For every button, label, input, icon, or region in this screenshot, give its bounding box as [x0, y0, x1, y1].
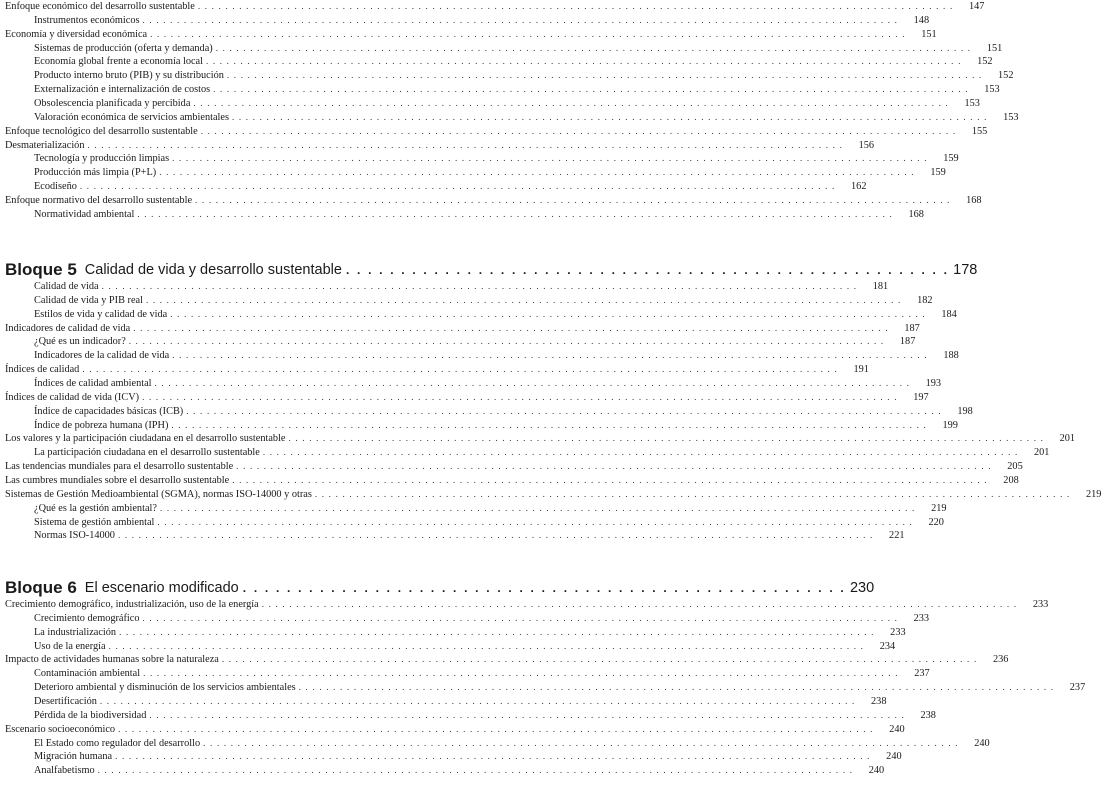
entry-title: Índice de pobreza humana (IPH) — [34, 419, 169, 431]
toc-subentry[interactable] — [0, 69, 1014, 82]
toc-entry[interactable] — [0, 474, 1019, 487]
entry-title: ¿Qué es la gestión ambiental? — [34, 502, 157, 514]
page-number: 233 — [1032, 599, 1049, 610]
dot-leader: . . . . . . . . . . . . . . . . . . . . . . . . . . . . . . . . . . . . . . . . . . . . . . . . . . . . . . . . . . . . . . . . . . . . . . . . . . . . . . . . . . . . . . . . . . . . . . . . . . . . . . . . . . . . . . — [288, 433, 1045, 444]
page-number: 159 — [930, 167, 946, 179]
dot-leader: . . . . . . . . . . . . . . . . . . . . . . . . . . . . . . . . . . . . . . . . . . . . . . . . . . . . . . . . . . . . . . . . . . . . . . . . . . . . . . . . . . . . . . . . . . . . . . . . . . . . . . . . . . . . . . — [79, 181, 836, 191]
page-number: 153 — [984, 84, 1000, 96]
dot-leader: . . . . . . . . . . . . . . . . . . . . . . . . . . . . . . . . . . . . . . . . . . . . . . . . . . . . . . . . . . . . . . . . . . . . . . . . . . . . . . . . . . . . . . . . . . . . . . . . . . . . . . . . . . . . . . — [213, 84, 969, 95]
dot-leader: . . . . . . . . . . . . . . . . . . . . . . . . . . . . . . . . . . . . . . . . . . . . . . . . . . . . . . . . . . . . . . . . . . . . . . . . . . . . . . . . . . . . . . . . . . . . . . . . . . . . . . . . . . . . . . — [87, 139, 844, 150]
entry-title: Obsolescencia planificada y percibida — [34, 98, 191, 109]
dot-leader: . . . . . . . . . . . . . . . . . . . . . . . . . . . . . . . . . . . . . . . . . . . . . . . . . . . . . . . . . . . . . . . . . . . . . . . . . . . . . . . . . . . . . . . . . . . . . . . . . . . . . . . . . . . . . . — [118, 723, 874, 734]
toc-entry[interactable] — [0, 139, 875, 152]
page-number: 240 — [889, 723, 905, 735]
page-number: 184 — [941, 308, 957, 320]
dot-leader: . . . . . . . . . . . . . . . . . . . . . . . . . . . . . . . . . . . . . . . . . . . . . . . . . . . . . . . . . . . . . . . . . . . . . . . . . . . . . . . . . . . . . . . . . . . . . . . . . . . . . . . . . . . . . . — [172, 153, 928, 164]
entry-title: Enfoque económico del desarrollo sustentable — [5, 1, 195, 12]
toc-subentry[interactable] — [0, 667, 930, 680]
page-number: 148 — [913, 14, 930, 26]
toc-entry[interactable] — [0, 432, 1076, 445]
entry-title: ¿Qué es un indicador? — [34, 336, 126, 348]
page-number: 198 — [957, 405, 973, 417]
bloque-page-number: 230 — [849, 580, 875, 596]
bloque-title: El escenario modificado — [84, 580, 239, 596]
page-number: 155 — [971, 125, 988, 137]
toc-subentry[interactable] — [0, 516, 944, 529]
toc-subentry[interactable] — [0, 612, 930, 625]
toc-entry[interactable] — [0, 194, 982, 207]
page-number: 219 — [1085, 488, 1102, 500]
page-number: 187 — [904, 322, 920, 334]
toc-subentry[interactable] — [0, 111, 1019, 124]
entry-title: Normas ISO-14000 — [34, 530, 115, 542]
entry-title: Instrumentos económicos — [34, 14, 140, 26]
entry-title: Migración humana — [34, 751, 113, 763]
entry-title: Indicadores de la calidad de vida — [34, 350, 170, 362]
dot-leader: . . . . . . . . . . . . . . . . . . . . . . . . . . . . . . . . . . . . . . . . . . . . . . . . . . . . . . . . . . . . . . . . . . . . . . . . . . . . . . . . . . . . . . . . . . . . . . . . . . . . . . . . . . . . . . — [97, 765, 854, 776]
page-number: 197 — [913, 391, 929, 403]
dot-leader: . . . . . . . . . . . . . . . . . . . . . . . . . . . . . . . . . . . . . . . . . . . . . . . . . . . . . . . . . . . . . . . . . . . . . . . . . . . . . . . . . . . . . . . . . . . . . . . . . . . . . . . . . . . . . . — [82, 364, 838, 375]
entry-title: Los valores y la participación ciudadana en el desarrollo sustentable — [5, 433, 286, 445]
toc-subentry[interactable] — [0, 152, 959, 165]
dot-leader: . . . . . . . . . . . . . . . . . . . . . . . . . . . . . . . . . . . . . . . . . . . . . . . . . . . . . . . . . . . . . . . . . . . . . . . . . . . . . . . . . . . . . . . . . . . . . . . . . . . . . . . . . . . . . . — [171, 419, 927, 430]
toc-subentry[interactable] — [0, 764, 885, 777]
page-number: 187 — [899, 336, 916, 348]
dot-leader: . . . . . . . . . . . . . . . . . . . . . . . . . . . . . . . . . . . . . . . . . . . . . . . . . . . . . . . . . . . . . . . . . . . . . . . . . . . . . . . . . . . . . . . . . . . . . . . . . . . . . . . . . . . . . . — [101, 281, 858, 291]
page-number: 153 — [964, 98, 980, 109]
entry-title: Economía y diversidad económica — [5, 28, 148, 40]
dot-leader: . . . . . . . . . . . . . . . . . . . . . . . . . . . . . . . . . . . . . . . . . . . . . . . . . . . . . . . . . . . . . . . . . . . . . . . . . . . . . . . . . . . . . . . . . . . . . . . . . . . . . . . . . . . . . . — [186, 405, 942, 416]
entry-title: Desmaterialización — [5, 139, 85, 151]
dot-leader: . . . . . . . . . . . . . . . . . . . . . . . . . . . . . . . . . . . . . . . . . . . . . . . . . . . . . . . . . . . . . . . . . . . . . . . . . . . . . . . . . . . . . . . . . . . . . . . . . . . . . . . . . . . . . . — [128, 336, 885, 347]
dot-leader: . . . . . . . . . . . . . . . . . . . . . . . . . . . . . . . . . . . . . . . . . . . . . . . . . . . . . . . — [242, 581, 846, 595]
page-number: 201 — [1059, 433, 1076, 445]
bloque-label: Bloque 5 — [5, 260, 77, 279]
toc-entry[interactable] — [0, 322, 920, 335]
page-number: 168 — [908, 208, 924, 220]
dot-leader: . . . . . . . . . . . . . . . . . . . . . . . . . . . . . . . . . . . . . . . . . . . . . . . . . . . . . . . . . . . . . . . . . . . . . . . . . . . . . . . . . . . . . . . . . . . . . . . . . . . . . . . . . . . . . . — [108, 640, 865, 651]
entry-title: Desertificación — [34, 696, 97, 707]
toc-subentry[interactable] — [0, 419, 958, 432]
dot-leader: . . . . . . . . . . . . . . . . . . . . . . . . . . . . . . . . . . . . . . . . . . . . . . . . . . . . . . . . . . . . . . . . . . . . . . . . . . . . . . . . . . . . . . . . . . . . . . . . . . . . . . . . . . . . . . — [203, 737, 959, 748]
dot-leader: . . . . . . . . . . . . . . . . . . . . . . . . . . . . . . . . . . . . . . . . . . . . . . . . . . . . . . . . . . . . . . . . . . . . . . . . . . . . . . . . . . . . . . . . . . . . . . . . . . . . . . . . . . . . . . — [221, 654, 978, 665]
toc-entry[interactable] — [0, 460, 1023, 473]
entry-title: Las cumbres mundiales sobre el desarrollo sustentable — [5, 474, 230, 486]
dot-leader: . . . . . . . . . . . . . . . . . . . . . . . . . . . . . . . . . . . . . . . . . . . . . . . . . . . . . . . — [345, 263, 950, 277]
entry-title: Impacto de actividades humanas sobre la naturaleza — [5, 654, 219, 666]
entry-title: Sistema de gestión ambiental — [34, 516, 155, 528]
page-number: 181 — [872, 281, 889, 292]
toc-subentry[interactable] — [0, 640, 896, 653]
toc-entry[interactable] — [0, 598, 1049, 611]
bloque-page-number: 178 — [953, 262, 978, 278]
dot-leader: . . . . . . . . . . . . . . . . . . . . . . . . . . . . . . . . . . . . . . . . . . . . . . . . . . . . . . . . . . . . . . . . . . . . . . . . . . . . . . . . . . . . . . . . . . . . . . . . . . . . . . . . . . . . . . — [232, 111, 988, 122]
toc-entry[interactable] — [0, 363, 869, 376]
page-number: 240 — [868, 765, 885, 777]
entry-title: Sistemas de producción (oferta y demanda) — [34, 42, 213, 54]
toc-subentry[interactable] — [0, 294, 933, 307]
entry-title: Pérdida de la biodiversidad — [34, 709, 147, 721]
dot-leader: . . . . . . . . . . . . . . . . . . . . . . . . . . . . . . . . . . . . . . . . . . . . . . . . . . . . . . . . . . . . . . . . . . . . . . . . . . . . . . . . . . . . . . . . . . . . . . . . . . . . . . . . . . . . . . — [298, 682, 1055, 693]
dot-leader: . . . . . . . . . . . . . . . . . . . . . . . . . . . . . . . . . . . . . . . . . . . . . . . . . . . . . . . . . . . . . . . . . . . . . . . . . . . . . . . . . . . . . . . . . . . . . . . . . . . . . . . . . . . . . . — [236, 461, 992, 471]
page-number: 191 — [853, 364, 869, 376]
dot-leader: . . . . . . . . . . . . . . . . . . . . . . . . . . . . . . . . . . . . . . . . . . . . . . . . . . . . . . . . . . . . . . . . . . . . . . . . . . . . . . . . . . . . . . . . . . . . . . . . . . . . . . . . . . . . . . — [154, 377, 911, 388]
toc-subentry[interactable] — [0, 97, 980, 110]
toc-entry[interactable] — [0, 28, 937, 41]
page-number: 233 — [890, 626, 906, 638]
bloque-heading[interactable] — [0, 260, 978, 280]
toc-subentry[interactable] — [0, 750, 902, 763]
toc-subentry[interactable] — [0, 308, 957, 321]
page-number: 233 — [913, 612, 930, 624]
toc-entry[interactable] — [0, 723, 905, 736]
toc-subentry[interactable] — [0, 626, 906, 639]
entry-title: Índices de calidad de vida (ICV) — [5, 391, 140, 403]
toc-subentry[interactable] — [0, 14, 930, 27]
dot-leader: . . . . . . . . . . . . . . . . . . . . . . . . . . . . . . . . . . . . . . . . . . . . . . . . . . . . . . . . . . . . . . . . . . . . . . . . . . . . . . . . . . . . . . . . . . . . . . . . . . . . . . . . . . . . . . — [159, 167, 915, 178]
dot-leader: . . . . . . . . . . . . . . . . . . . . . . . . . . . . . . . . . . . . . . . . . . . . . . . . . . . . . . . . . . . . . . . . . . . . . . . . . . . . . . . . . . . . . . . . . . . . . . . . . . . . . . . . . . . . . . — [149, 709, 905, 720]
page-number: 201 — [1033, 447, 1050, 459]
page-number: 151 — [921, 28, 937, 40]
toc-subentry[interactable] — [0, 335, 916, 348]
entry-title: Índices de calidad ambiental — [34, 377, 152, 389]
entry-title: Analfabetismo — [34, 765, 95, 777]
page-number: 199 — [942, 419, 958, 431]
dot-leader: . . . . . . . . . . . . . . . . . . . . . . . . . . . . . . . . . . . . . . . . . . . . . . . . . . . . . . . . . . . . . . . . . . . . . . . . . . . . . . . . . . . . . . . . . . . . . . . . . . . . . . . . . . . . . . — [200, 125, 957, 136]
entry-title: Contaminación ambiental — [34, 668, 141, 680]
dot-leader: . . . . . . . . . . . . . . . . . . . . . . . . . . . . . . . . . . . . . . . . . . . . . . . . . . . . . . . . . . . . . . . . . . . . . . . . . . . . . . . . . . . . . . . . . . . . . . . . . . . . . . . . . . . . . . — [117, 530, 874, 541]
entry-title: La industrialización — [34, 626, 117, 638]
dot-leader: . . . . . . . . . . . . . . . . . . . . . . . . . . . . . . . . . . . . . . . . . . . . . . . . . . . . . . . . . . . . . . . . . . . . . . . . . . . . . . . . . . . . . . . . . . . . . . . . . . . . . . . . . . . . . . — [150, 28, 906, 39]
toc-subentry[interactable] — [0, 695, 887, 708]
entry-title: Estilos de vida y calidad de vida — [34, 308, 168, 320]
entry-title: Economía global frente a economía local — [34, 56, 203, 68]
page-number: 156 — [858, 139, 875, 151]
page-number: 147 — [968, 1, 985, 12]
entry-title: Escenario socioeconómico — [5, 723, 116, 735]
dot-leader: . . . . . . . . . . . . . . . . . . . . . . . . . . . . . . . . . . . . . . . . . . . . . . . . . . . . . . . . . . . . . . . . . . . . . . . . . . . . . . . . . . . . . . . . . . . . . . . . . . . . . . . . . . . . . . — [226, 70, 983, 81]
dot-leader: . . . . . . . . . . . . . . . . . . . . . . . . . . . . . . . . . . . . . . . . . . . . . . . . . . . . . . . . . . . . . . . . . . . . . . . . . . . . . . . . . . . . . . . . . . . . . . . . . . . . . . . . . . . . . . — [133, 322, 889, 333]
page-number: 237 — [1069, 682, 1086, 694]
entry-title: Sistemas de Gestión Medioambiental (SGMA), normas ISO-14000 y otras — [5, 488, 312, 500]
dot-leader: . . . . . . . . . . . . . . . . . . . . . . . . . . . . . . . . . . . . . . . . . . . . . . . . . . . . . . . . . . . . . . . . . . . . . . . . . . . . . . . . . . . . . . . . . . . . . . . . . . . . . . . . . . . . . . — [137, 208, 893, 219]
bloque-title: Calidad de vida y desarrollo sustentable — [84, 262, 342, 278]
entry-title: Normatividad ambiental — [34, 208, 135, 220]
bloque-heading[interactable] — [0, 578, 875, 598]
dot-leader: . . . . . . . . . . . . . . . . . . . . . . . . . . . . . . . . . . . . . . . . . . . . . . . . . . . . . . . . . . . . . . . . . . . . . . . . . . . . . . . . . . . . . . . . . . . . . . . . . . . . . . . . . . . . . . — [99, 696, 856, 706]
dot-leader: . . . . . . . . . . . . . . . . . . . . . . . . . . . . . . . . . . . . . . . . . . . . . . . . . . . . . . . . . . . . . . . . . . . . . . . . . . . . . . . . . . . . . . . . . . . . . . . . . . . . . . . . . . . . . . — [115, 751, 871, 762]
dot-leader: . . . . . . . . . . . . . . . . . . . . . . . . . . . . . . . . . . . . . . . . . . . . . . . . . . . . . . . . . . . . . . . . . . . . . . . . . . . . . . . . . . . . . . . . . . . . . . . . . . . . . . . . . . . . . . — [143, 668, 899, 679]
dot-leader: . . . . . . . . . . . . . . . . . . . . . . . . . . . . . . . . . . . . . . . . . . . . . . . . . . . . . . . . . . . . . . . . . . . . . . . . . . . . . . . . . . . . . . . . . . . . . . . . . . . . . . . . . . . . . . — [197, 1, 954, 11]
toc-subentry[interactable] — [0, 42, 1003, 55]
entry-title: Crecimiento demográfico, industrialización, uso de la energía — [5, 599, 259, 610]
page-number: 221 — [889, 530, 905, 542]
entry-title: La participación ciudadana en el desarrollo sustentable — [34, 447, 260, 459]
page-number: 237 — [914, 668, 930, 680]
entry-title: Enfoque normativo del desarrollo sustentable — [5, 194, 193, 206]
entry-title: Tecnología y producción limpias — [34, 153, 170, 165]
dot-leader: . . . . . . . . . . . . . . . . . . . . . . . . . . . . . . . . . . . . . . . . . . . . . . . . . . . . . . . . . . . . . . . . . . . . . . . . . . . . . . . . . . . . . . . . . . . . . . . . . . . . . . . . . . . . . . — [205, 56, 962, 67]
toc-subentry[interactable] — [0, 83, 1000, 96]
entry-title: Ecodiseño — [34, 181, 77, 192]
dot-leader: . . . . . . . . . . . . . . . . . . . . . . . . . . . . . . . . . . . . . . . . . . . . . . . . . . . . . . . . . . . . . . . . . . . . . . . . . . . . . . . . . . . . . . . . . . . . . . . . . . . . . . . . . . . . . . — [119, 626, 875, 637]
dot-leader: . . . . . . . . . . . . . . . . . . . . . . . . . . . . . . . . . . . . . . . . . . . . . . . . . . . . . . . . . . . . . . . . . . . . . . . . . . . . . . . . . . . . . . . . . . . . . . . . . . . . . . . . . . . . . . — [159, 502, 916, 513]
entry-title: Valoración económica de servicios ambientales — [34, 111, 229, 123]
page-number: 182 — [917, 294, 933, 306]
page-number: 208 — [1003, 474, 1019, 486]
toc-subentry[interactable] — [0, 208, 924, 221]
toc-entry[interactable] — [0, 488, 1102, 501]
page-number: 168 — [966, 194, 982, 206]
page-number: 193 — [925, 377, 942, 389]
dot-leader: . . . . . . . . . . . . . . . . . . . . . . . . . . . . . . . . . . . . . . . . . . . . . . . . . . . . . . . . . . . . . . . . . . . . . . . . . . . . . . . . . . . . . . . . . . . . . . . . . . . . . . . . . . . . . . — [193, 98, 949, 108]
toc-subentry[interactable] — [0, 180, 867, 193]
toc-entry[interactable] — [0, 0, 985, 13]
toc-subentry[interactable] — [0, 681, 1086, 694]
page-number: 152 — [998, 70, 1014, 82]
toc-subentry[interactable] — [0, 709, 936, 722]
toc-subentry[interactable] — [0, 529, 905, 542]
page-number: 153 — [1003, 111, 1019, 123]
entry-title: Enfoque tecnológico del desarrollo sustentable — [5, 125, 198, 137]
dot-leader: . . . . . . . . . . . . . . . . . . . . . . . . . . . . . . . . . . . . . . . . . . . . . . . . . . . . . . . . . . . . . . . . . . . . . . . . . . . . . . . . . . . . . . . . . . . . . . . . . . . . . . . . . . . . . . — [142, 14, 899, 25]
page-number: 159 — [943, 153, 959, 165]
entry-title: Índices de calidad — [5, 364, 80, 376]
page-number: 151 — [986, 42, 1003, 54]
toc-subentry[interactable] — [0, 349, 959, 362]
toc-subentry[interactable] — [0, 405, 973, 418]
toc-subentry[interactable] — [0, 55, 993, 68]
dot-leader: . . . . . . . . . . . . . . . . . . . . . . . . . . . . . . . . . . . . . . . . . . . . . . . . . . . . . . . . . . . . . . . . . . . . . . . . . . . . . . . . . . . . . . . . . . . . . . . . . . . . . . . . . . . . . . — [195, 194, 951, 205]
entry-title: Calidad de vida y PIB real — [34, 294, 143, 306]
page-number: 240 — [974, 737, 990, 749]
entry-title: Las tendencias mundiales para el desarrollo sustentable — [5, 461, 234, 472]
dot-leader: . . . . . . . . . . . . . . . . . . . . . . . . . . . . . . . . . . . . . . . . . . . . . . . . . . . . . . . . . . . . . . . . . . . . . . . . . . . . . . . . . . . . . . . . . . . . . . . . . . . . . . . . . . . . . . — [157, 516, 913, 527]
page-number: 236 — [992, 654, 1009, 666]
bloque-label: Bloque 6 — [5, 578, 77, 597]
dot-leader: . . . . . . . . . . . . . . . . . . . . . . . . . . . . . . . . . . . . . . . . . . . . . . . . . . . . . . . . . . . . . . . . . . . . . . . . . . . . . . . . . . . . . . . . . . . . . . . . . . . . . . . . . . . . . . — [262, 447, 1019, 458]
page-number: 234 — [879, 640, 896, 652]
dot-leader: . . . . . . . . . . . . . . . . . . . . . . . . . . . . . . . . . . . . . . . . . . . . . . . . . . . . . . . . . . . . . . . . . . . . . . . . . . . . . . . . . . . . . . . . . . . . . . . . . . . . . . . . . . . . . . — [142, 612, 899, 623]
page-number: 205 — [1007, 461, 1023, 472]
entry-title: Índice de capacidades básicas (ICB) — [34, 405, 184, 417]
dot-leader: . . . . . . . . . . . . . . . . . . . . . . . . . . . . . . . . . . . . . . . . . . . . . . . . . . . . . . . . . . . . . . . . . . . . . . . . . . . . . . . . . . . . . . . . . . . . . . . . . . . . . . . . . . . . . . — [172, 350, 928, 361]
dot-leader: . . . . . . . . . . . . . . . . . . . . . . . . . . . . . . . . . . . . . . . . . . . . . . . . . . . . . . . . . . . . . . . . . . . . . . . . . . . . . . . . . . . . . . . . . . . . . . . . . . . . . . . . . . . . . . — [145, 294, 902, 305]
entry-title: Indicadores de calidad de vida — [5, 322, 131, 334]
dot-leader: . . . . . . . . . . . . . . . . . . . . . . . . . . . . . . . . . . . . . . . . . . . . . . . . . . . . . . . . . . . . . . . . . . . . . . . . . . . . . . . . . . . . . . . . . . . . . . . . . . . . . . . . . . . . . . — [261, 599, 1018, 609]
page-number: 240 — [886, 751, 902, 763]
dot-leader: . . . . . . . . . . . . . . . . . . . . . . . . . . . . . . . . . . . . . . . . . . . . . . . . . . . . . . . . . . . . . . . . . . . . . . . . . . . . . . . . . . . . . . . . . . . . . . . . . . . . . . . . . . . . . . — [170, 308, 926, 319]
toc-subentry[interactable] — [0, 737, 990, 750]
toc-entry[interactable] — [0, 125, 988, 138]
toc-entry[interactable] — [0, 391, 929, 404]
entry-title: Externalización e internalización de costos — [34, 84, 211, 96]
toc-subentry[interactable] — [0, 446, 1050, 459]
toc-subentry[interactable] — [0, 377, 942, 390]
page-number: 188 — [943, 350, 959, 362]
dot-leader: . . . . . . . . . . . . . . . . . . . . . . . . . . . . . . . . . . . . . . . . . . . . . . . . . . . . . . . . . . . . . . . . . . . . . . . . . . . . . . . . . . . . . . . . . . . . . . . . . . . . . . . . . . . . . . — [314, 488, 1071, 499]
page-number: 238 — [920, 709, 936, 721]
page-number: 162 — [851, 181, 867, 192]
page-number: 219 — [931, 502, 947, 514]
toc-subentry[interactable] — [0, 502, 947, 515]
dot-leader: . . . . . . . . . . . . . . . . . . . . . . . . . . . . . . . . . . . . . . . . . . . . . . . . . . . . . . . . . . . . . . . . . . . . . . . . . . . . . . . . . . . . . . . . . . . . . . . . . . . . . . . . . . . . . . — [232, 474, 988, 485]
toc-subentry[interactable] — [0, 166, 946, 179]
entry-title: Producción más limpia (P+L) — [34, 167, 157, 179]
entry-title: Calidad de vida — [34, 281, 99, 292]
page-number: 152 — [977, 56, 993, 68]
entry-title: El Estado como regulador del desarrollo — [34, 737, 201, 749]
toc-subentry[interactable] — [0, 280, 889, 293]
entry-title: Uso de la energía — [34, 640, 106, 652]
entry-title: Producto interno bruto (PIB) y su distribución — [34, 70, 224, 82]
dot-leader: . . . . . . . . . . . . . . . . . . . . . . . . . . . . . . . . . . . . . . . . . . . . . . . . . . . . . . . . . . . . . . . . . . . . . . . . . . . . . . . . . . . . . . . . . . . . . . . . . . . . . . . . . . . . . . — [142, 391, 898, 402]
page-number: 238 — [871, 696, 887, 707]
toc-entry[interactable] — [0, 653, 1009, 666]
dot-leader: . . . . . . . . . . . . . . . . . . . . . . . . . . . . . . . . . . . . . . . . . . . . . . . . . . . . . . . . . . . . . . . . . . . . . . . . . . . . . . . . . . . . . . . . . . . . . . . . . . . . . . . . . . . . . . — [215, 42, 972, 53]
page-number: 220 — [928, 516, 944, 528]
entry-title: Crecimiento demográfico — [34, 612, 140, 624]
entry-title: Deterioro ambiental y disminución de los servicios ambientales — [34, 682, 296, 694]
